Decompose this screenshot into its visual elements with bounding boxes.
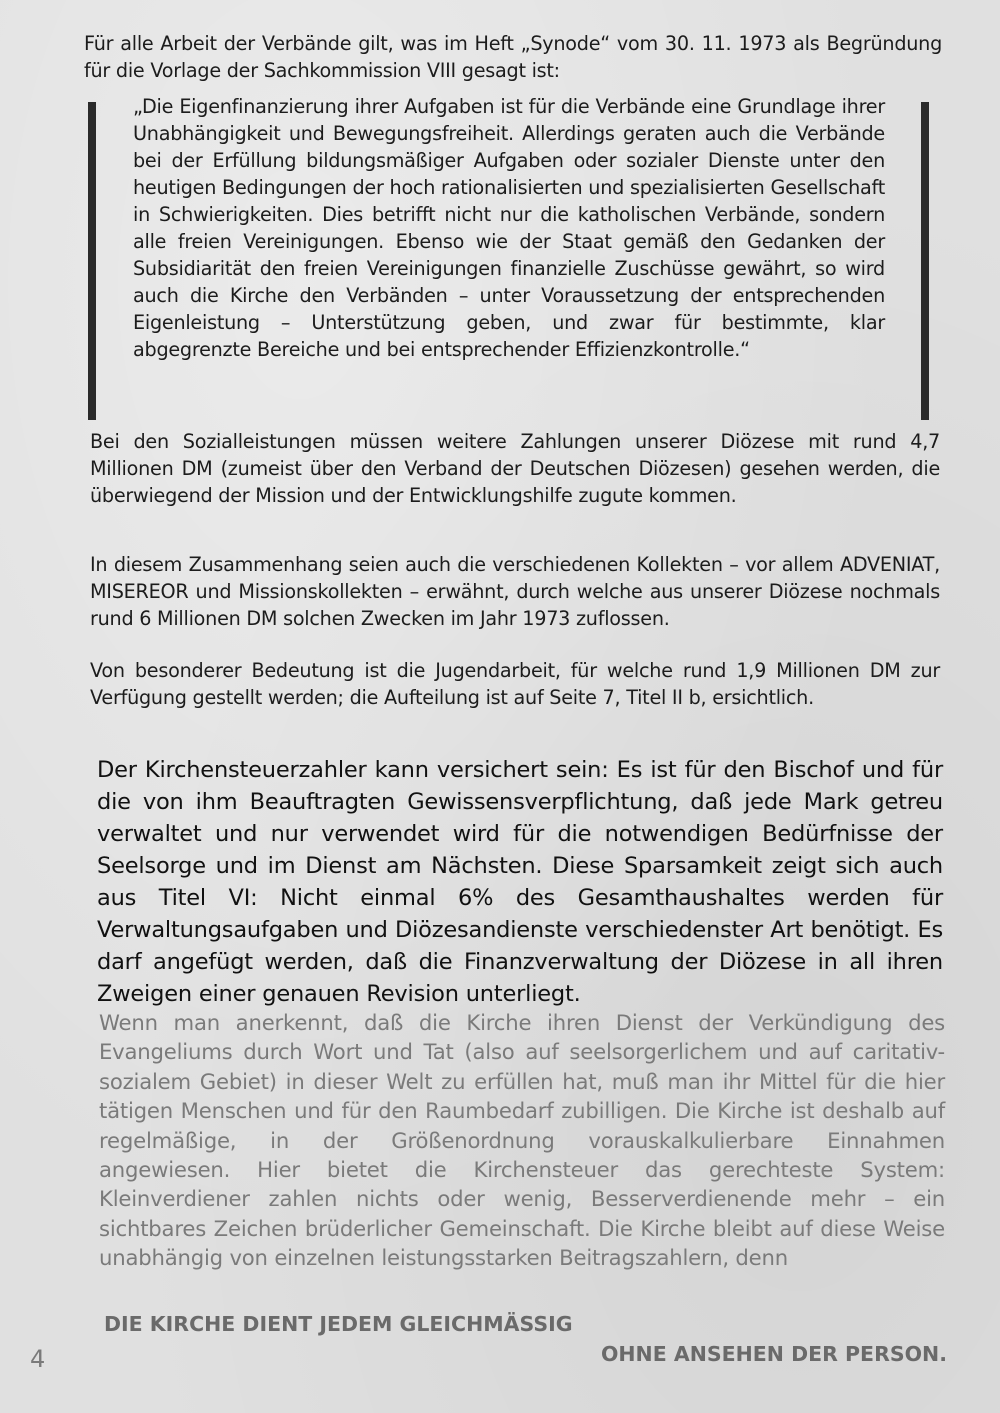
jugendarbeit-paragraph: Von besonderer Bedeutung ist die Jugendarbeit, für welche rund 1,9 Millionen DM zur Verfügung gestellt werden; die Aufteilung ist auf Seite 7, Titel II b, ersichtlich. <box>90 659 940 709</box>
page-number: 4 <box>30 1345 46 1373</box>
kirchensteuerzahler-paragraph: Der Kirchensteuerzahler kann versichert sein: Es ist für den Bischof und für die von ihm Beauftragten Gewissensverpflichtung, daß jede Mark getreu verwaltet und nur verwendet wird für die notwendigen Bedürfnisse der Seelsorge und im Dienst am Nächsten. Diese Sparsamkeit zeigt sich auch aus Titel VI: Nicht einmal 6% des Gesamthaushaltes werden für Verwaltungsaufgaben und Diözesandienste verschiedenster Art benötigt. Es darf angefügt werden, daß die Finanzverwaltung der Diözese in all ihren Zweigen einer genauen Revision unterliegt. <box>97 757 943 1007</box>
sozialleistungen-paragraph: Bei den Sozialleistungen müssen weitere Zahlungen unserer Diözese mit rund 4,7 Millionen DM (zumeist über den Verband der Deutschen Diözesen) gesehen werden, die überwiegend der Mission und der Entwicklungshilfe zugute kommen. <box>90 430 940 507</box>
motto-line-2: OHNE ANSEHEN DER PERSON. <box>600 1342 947 1366</box>
quote-bar-right <box>921 102 929 420</box>
quote-paragraph: „Die Eigenfinanzierung ihrer Aufgaben ist für die Verbände eine Grundlage ihrer Unabhängigkeit und Bewegungsfreiheit. Allerdings geraten auch die Verbände bei der Erfüllung bildungsmäßiger Aufgaben oder sozialer Dienste unter den heutigen Bedingungen der hoch rationalisierten und spezialisierten Gesellschaft in Schwierigkeiten. Dies betrifft nicht nur die katholischen Verbände, sondern alle freien Vereinigungen. Ebenso wie der Staat gemäß den Gedanken der Subsidiarität den freien Vereinigungen finanzielle Zuschüsse gewährt, so wird auch die Kirche den Verbänden – unter Voraussetzung der entsprechenden Eigenleistung – Unterstützung geben, und zwar für bestimmte, klar abgegrenzte Bereiche und bei entsprechender Effizienzkontrolle.“ <box>133 95 885 361</box>
intro-paragraph: Für alle Arbeit der Verbände gilt, was im Heft „Synode“ vom 30. 11. 1973 als Begründung für die Vorlage der Sachkommission VIII gesagt ist: <box>84 32 942 82</box>
kirchensteuer-paragraph: Wenn man anerkennt, daß die Kirche ihren Dienst der Verkündigung des Evangeliums durch Wort und Tat (also auf seelsorgerlichem und auf caritativ-sozialem Gebiet) in dieser Welt zu erfüllen hat, muß man ihr Mittel für die hier tätigen Menschen und für den Raumbedarf zubilligen. Die Kirche ist deshalb auf regelmäßige, in der Größenordnung vorauskalkulierbare Einnahmen angewiesen. Hier bietet die Kirchensteuer das gerechteste System: Kleinverdiener zahlen nichts oder wenig, Besserverdienende mehr – ein sichtbares Zeichen brüderlicher Gemeinschaft. Die Kirche bleibt auf diese Weise unabhängig von einzelnen leistungsstarken Beitragszahlern, denn <box>99 1010 945 1271</box>
motto-line-1: DIE KIRCHE DIENT JEDEM GLEICHMÄSSIG <box>104 1312 573 1336</box>
kollekten-paragraph: In diesem Zusammenhang seien auch die verschiedenen Kollekten – vor allem ADVENIAT, MISEREOR und Missionskollekten – erwähnt, durch welche aus unserer Diözese nochmals rund 6 Millionen DM solchen Zwecken im Jahr 1973 zuflossen. <box>90 553 940 630</box>
quote-bar-left <box>88 102 96 420</box>
